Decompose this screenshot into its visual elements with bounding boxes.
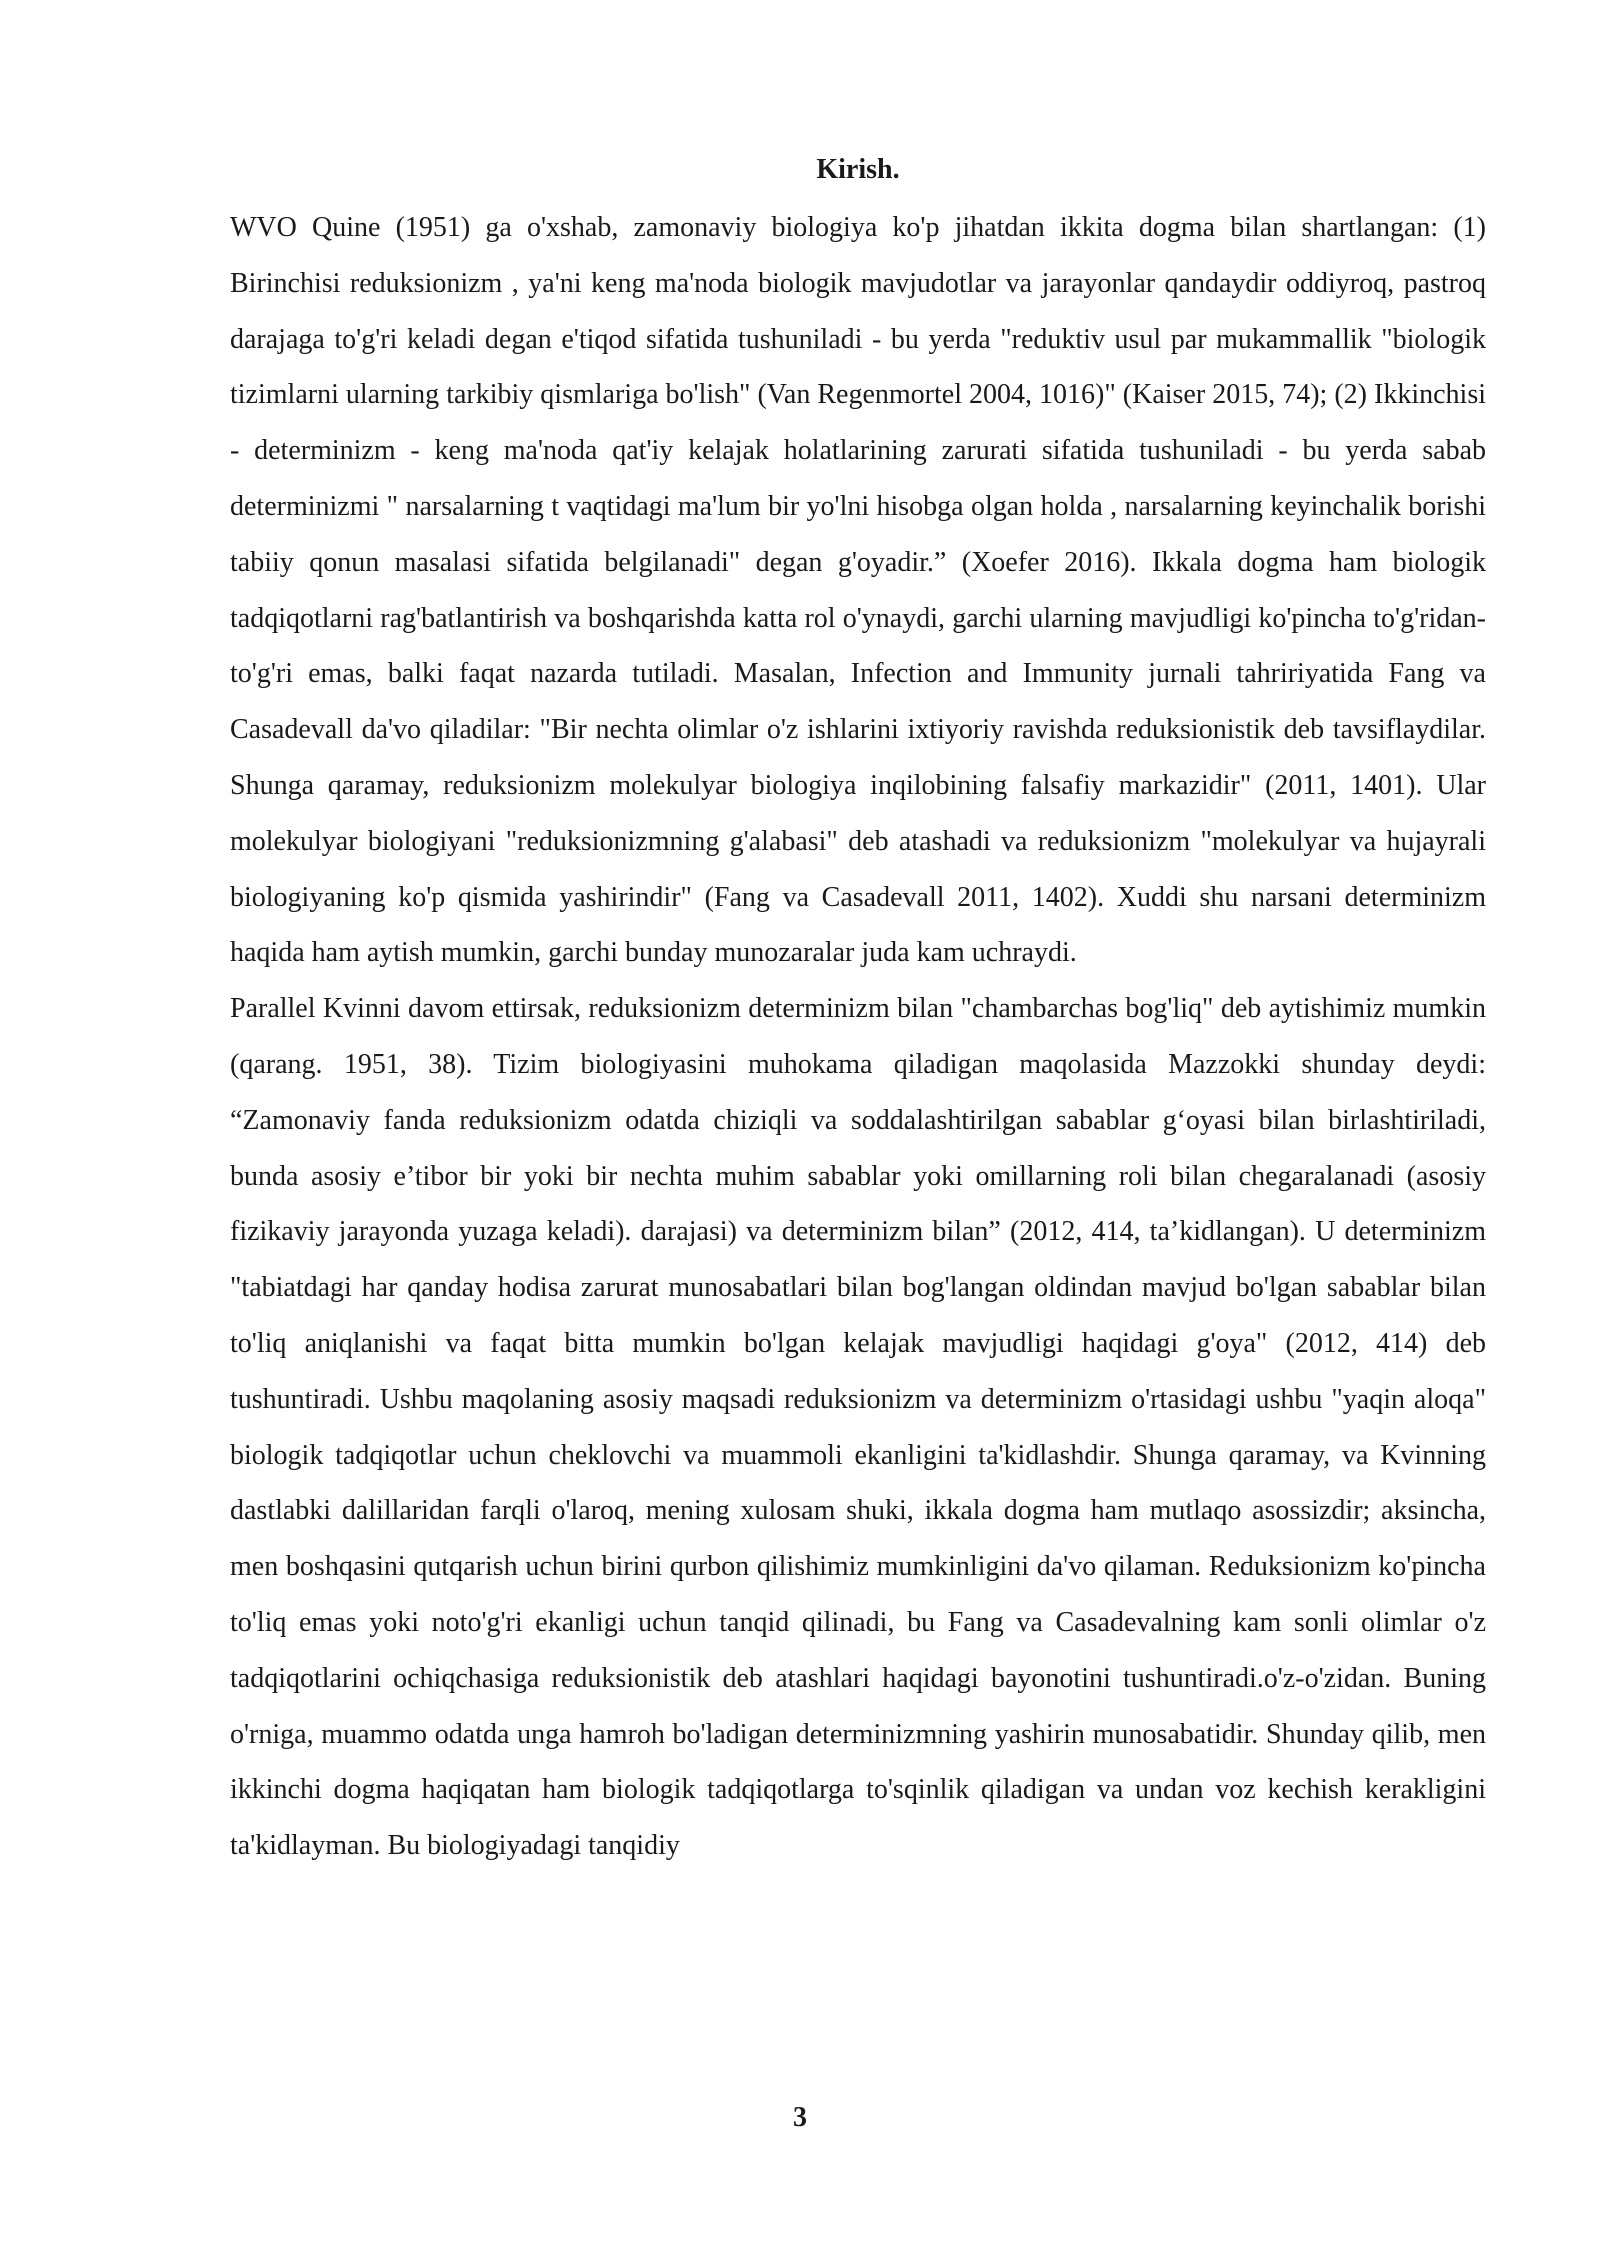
document-page	[230, 150, 1486, 1874]
page-number: 3	[793, 2102, 807, 2133]
paragraph-intro: WVO Quine (1951) ga o'xshab, zamonaviy biologiya ko'p jihatdan ikkita dogma bilan shartlangan: (1) Birinchisi reduksionizm , ya'ni keng ma'noda biologik mavjudotlar va jarayonlar qandaydir oddiyroq, pastroq darajaga to'g'ri keladi degan e'tiqod sifatida tushuniladi - bu yerda "reduktiv usul par mukammallik "biologik tizimlarni ularning tarkibiy qismlariga bo'lish" (Van Regenmortel 2004, 1016)" (Kaiser 2015, 74); (2) Ikkinchisi - determinizm - keng ma'noda qat'iy kelajak holatlarining zarurati sifatida tushuniladi - bu yerda sabab determinizmi " narsalarning t vaqtidagi ma'lum bir yo'lni hisobga olgan holda , narsalarning keyinchalik borishi tabiiy qonun masalasi sifatida belgilanadi" degan g'oyadir.” (Xoefer 2016). Ikkala dogma ham biologik tadqiqotlarni rag'batlantirish va boshqarishda katta rol o'ynaydi, garchi ularning mavjudligi ko'pincha to'g'ridan-to'g'ri emas, balki faqat nazarda tutiladi. Masalan, Infection and Immunity jurnali tahririyatida Fang va Casadevall da'vo qiladilar: "Bir nechta olimlar o'z ishlarini ixtiyoriy ravishda reduksionistik deb tavsiflaydilar. Shunga qaramay, reduksionizm molekulyar biologiya inqilobining falsafiy markazidir" (2011, 1401). Ular molekulyar biologiyani "reduksionizmning g'alabasi" deb atashadi va reduksionizm "molekulyar va hujayrali biologiyaning ko'p qismida yashirindir" (Fang va Casadevall 2011, 1402). Xuddi shu narsani determinizm haqida ham aytish mumkin, garchi bunday munozaralar juda kam uchraydi.	[230, 212, 1486, 969]
paragraph-parallel: Parallel Kvinni davom ettirsak, reduksionizm determinizm bilan "chambarchas bog'liq" deb aytishimiz mumkin (qarang. 1951, 38). Tizim biologiyasini muhokama qiladigan maqolasida Mazzokki shunday deydi: “Zamonaviy fanda reduksionizm odatda chiziqli va soddalashtirilgan sabablar g‘oyasi bilan birlashtiriladi, bunda asosiy e’tibor bir yoki bir nechta muhim sabablar yoki omillarning roli bilan chegaralanadi (asosiy fizikaviy jarayonda yuzaga keladi). darajasi) va determinizm bilan” (2012, 414, ta’kidlangan). U determinizm "tabiatdagi har qanday hodisa zarurat munosabatlari bilan bog'langan oldindan mavjud bo'lgan sabablar bilan to'liq aniqlanishi va faqat bitta mumkin bo'lgan kelajak mavjudligi haqidagi g'oya" (2012, 414) deb tushuntiradi. Ushbu maqolaning asosiy maqsadi reduksionizm va determinizm o'rtasidagi ushbu "yaqin aloqa" biologik tadqiqotlar uchun cheklovchi va muammoli ekanligini ta'kidlashdir. Shunga qaramay, va Kvinning dastlabki dalillaridan farqli o'laroq, mening xulosam shuki, ikkala dogma ham mutlaqo asossizdir; aksincha, men boshqasini qutqarish uchun birini qurbon qilishimiz mumkinligini da'vo qilaman. Reduksionizm ko'pincha to'liq emas yoki noto'g'ri ekanligi uchun tanqid qilinadi, bu Fang va Casadevalning kam sonli olimlar o'z tadqiqotlarini ochiqchasiga reduksionistik deb atashlari haqidagi bayonotini tushuntiradi.o'z-o'zidan. Buning o'rniga, muammo odatda unga hamroh bo'ladigan determinizmning yashirin munosabatidir. Shunday qilib, men ikkinchi dogma haqiqatan ham biologik tadqiqotlarga to'sqinlik qiladigan va undan voz kechish kerakligini ta'kidlayman. Bu biologiyadagi tanqidiy	[230, 993, 1486, 1862]
section-title: Kirish.	[816, 154, 900, 185]
